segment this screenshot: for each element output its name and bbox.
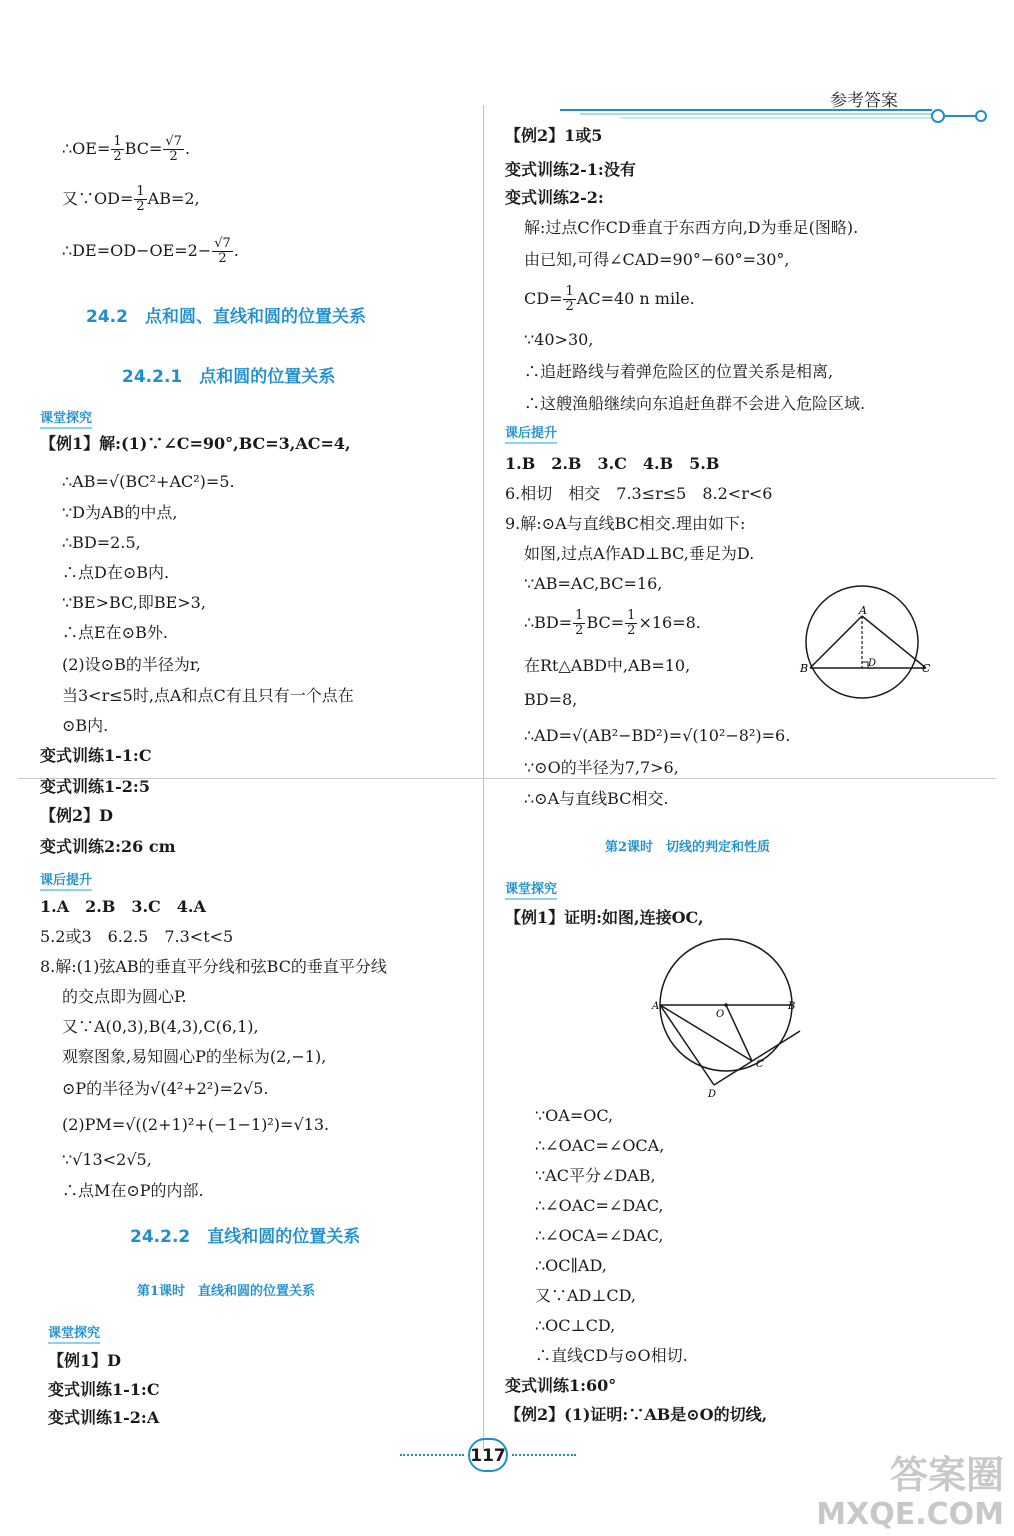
right-text: BD=8,: [524, 690, 578, 709]
right-text: 解:过点C作CD垂直于东西方向,D为垂足(图略).: [524, 218, 859, 237]
tag-classroom-explore: 课堂探究: [48, 1322, 100, 1344]
left-text: ∴BD=2.5,: [62, 533, 141, 552]
left-text: 变式训练1-1:C: [40, 746, 152, 765]
left-text: 又∵A(0,3),B(4,3),C(6,1),: [62, 1017, 259, 1036]
lesson-title-2: 第2课时 切线的判定和性质: [605, 840, 771, 855]
left-text: 变式训练2:26 cm: [40, 837, 176, 856]
label-d: D: [708, 1089, 717, 1100]
right-text: ∴∠OAC=∠OCA,: [535, 1136, 665, 1155]
left-text: 变式训练1-2:5: [40, 777, 150, 796]
right-text: ∴∠OAC=∠DAC,: [535, 1196, 664, 1215]
label-c: C: [756, 1059, 764, 1070]
left-text: ∴点D在⊙B内.: [62, 563, 170, 582]
right-text: 由已知,可得∠CAD=90°−60°=30°,: [524, 250, 790, 269]
right-text: 1.B 2.B 3.C 4.B 5.B: [505, 454, 720, 473]
tag-after-class: 课后提升: [505, 422, 557, 444]
section-title-24-2-1: 24.2.1 点和圆的位置关系: [122, 367, 336, 387]
page-number: 117: [468, 1438, 508, 1472]
right-text: 【例1】证明:如图,连接OC,: [505, 908, 704, 927]
right-text: 9.解:⊙A与直线BC相交.理由如下:: [505, 514, 746, 533]
right-text: ∵⊙O的半径为7,7>6,: [524, 758, 679, 777]
left-text: ⊙P的半径为√(4²+2²)=2√5.: [62, 1079, 269, 1098]
right-text: ∵AB=AC,BC=16,: [524, 574, 663, 593]
right-text: 如图,过点A作AD⊥BC,垂足为D.: [524, 544, 755, 563]
right-text: ∵AC平分∠DAB,: [535, 1166, 656, 1185]
left-text: ∴点E在⊙B外.: [62, 623, 168, 642]
right-line-cd: CD= $\frac{1}{2}$ AC=40 n mile.: [524, 284, 695, 314]
right-line-bd: ∴BD= $\frac{1}{2}$ BC= $\frac{1}{2}$ ×16=8.: [524, 608, 701, 638]
left-text: ⊙B内.: [62, 716, 109, 735]
left-text: 当3<r≤5时,点A和点C有且只有一个点在: [62, 686, 354, 705]
left-text: 的交点即为圆心P.: [62, 987, 187, 1006]
left-text: ∵√13<2√5,: [62, 1150, 152, 1169]
right-text: 【例2】1或5: [505, 126, 603, 145]
footer-dots-right: [512, 1454, 576, 1456]
right-text: ∴⊙A与直线BC相交.: [524, 789, 669, 808]
header-decoration: [560, 100, 1000, 130]
right-text: ∴OC∥AD,: [535, 1256, 607, 1275]
header-title: 参考答案: [830, 91, 898, 111]
footer-dots-left: [400, 1454, 464, 1456]
left-text: 8.解:(1)弦AB的垂直平分线和弦BC的垂直平分线: [40, 957, 387, 976]
label-b: B: [800, 662, 809, 675]
left-text: ∵BE>BC,即BE>3,: [62, 593, 206, 612]
right-text: ∴这艘渔船继续向东追赶鱼群不会进入危险区域.: [524, 394, 866, 413]
label-a: A: [652, 1001, 660, 1012]
left-text: 5.2或3 6.2.5 7.3<t<5: [40, 927, 234, 946]
left-line-1: ∴OE= $\frac{1}{2}$ BC= $\frac{√7}{2}$ .: [62, 134, 191, 164]
right-text: ∵OA=OC,: [535, 1106, 614, 1125]
label-b: B: [788, 1001, 796, 1012]
tag-classroom-explore: 课堂探究: [505, 878, 557, 900]
left-text: 观察图象,易知圆心P的坐标为(2,−1),: [62, 1047, 327, 1066]
left-text: (2)设⊙B的半径为r,: [62, 655, 201, 674]
label-c: C: [922, 662, 931, 675]
left-text: 变式训练1-2:A: [48, 1408, 160, 1427]
left-text: ∴AB=√(BC²+AC²)=5.: [62, 472, 235, 491]
left-line-3: ∴DE=OD−OE=2− $\frac{√7}{2}$ .: [62, 236, 239, 266]
left-text: 变式训练1-1:C: [48, 1380, 160, 1399]
right-text: 变式训练2-2:: [505, 188, 604, 207]
watermark-logo: 答案圈: [889, 1453, 1004, 1497]
right-text: 【例2】(1)证明:∵AB是⊙O的切线,: [505, 1405, 768, 1424]
left-text: 【例2】D: [40, 806, 114, 825]
right-text: 变式训练1:60°: [505, 1376, 617, 1395]
watermark: [816, 1455, 1004, 1535]
tag-classroom-explore: 课堂探究: [40, 407, 92, 429]
watermark-url: MXQE.COM: [816, 1497, 1004, 1532]
right-text: ∴AD=√(AB²−BD²)=√(10²−8²)=6.: [524, 726, 791, 745]
section-title-24-2: 24.2 点和圆、直线和圆的位置关系: [86, 307, 366, 327]
right-text: 又∵AD⊥CD,: [535, 1286, 637, 1305]
section-title-24-2-2: 24.2.2 直线和圆的位置关系: [130, 1227, 361, 1247]
tag-after-class: 课后提升: [40, 869, 92, 891]
left-text: (2)PM=√((2+1)²+(−1−1)²)=√13.: [62, 1115, 330, 1134]
right-text: ∴OC⊥CD,: [535, 1316, 616, 1335]
left-text: ∴点M在⊙P的内部.: [62, 1181, 204, 1200]
right-text: 6.相切 相交 7.3≤r≤5 8.2<r<6: [505, 484, 773, 503]
right-text: ∴∠OCA=∠DAC,: [535, 1226, 664, 1245]
right-text: ∴追赶路线与着弹危险区的位置关系是相离,: [524, 362, 834, 381]
left-text: 【例1】解:(1)∵∠C=90°,BC=3,AC=4,: [40, 434, 351, 453]
right-text: ∴直线CD与⊙O相切.: [535, 1346, 688, 1365]
right-text: ∵40>30,: [524, 330, 594, 349]
left-text: 【例1】D: [48, 1351, 122, 1370]
label-o: O: [716, 1009, 725, 1020]
left-text: ∵D为AB的中点,: [62, 503, 178, 522]
left-text: 1.A 2.B 3.C 4.A: [40, 897, 206, 916]
label-a: A: [859, 604, 867, 617]
figure-circle-triangle: [796, 574, 946, 704]
right-text: 在Rt△ABD中,AB=10,: [524, 656, 691, 675]
figure-tangent: [650, 935, 810, 1100]
left-line-2: 又∵OD= $\frac{1}{2}$ AB=2,: [62, 184, 200, 214]
lesson-title-1: 第1课时 直线和圆的位置关系: [137, 1284, 316, 1299]
right-text: 变式训练2-1:没有: [505, 160, 636, 179]
fold-line: [18, 778, 996, 779]
label-d: D: [868, 658, 877, 669]
